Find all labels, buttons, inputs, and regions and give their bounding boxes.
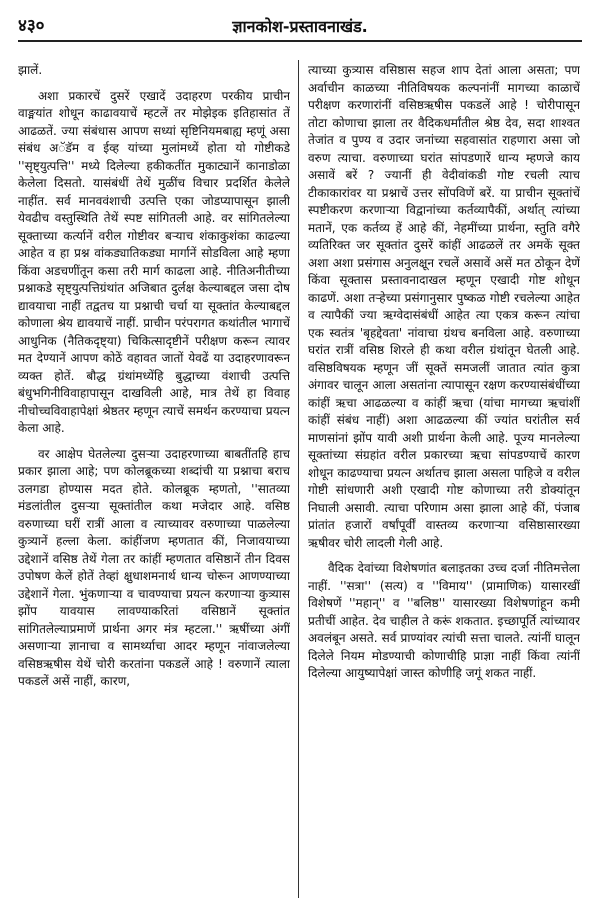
paragraph: झालें. xyxy=(18,63,43,77)
page-number: ४३० xyxy=(18,16,45,36)
column-divider xyxy=(298,60,299,898)
paragraph: वर आक्षेप घेतलेल्या दुसऱ्या उदाहरणाच्या बाबतींतहि हाच प्रकार झाला आहे; पण कोलब्रूकच्या शब्दांची या प्रश्नाचा बराच उलगडा होण्यास मदत होते. कोलब्रूक म्हणतो, ''सातव्या मंडलांतील दुसऱ्या सूक्तांतील कथा मजेदार आहे. वसिष्ठ वरुणाच्या घरीं रात्रीं आला व त्याच्यावर वरुणाच्या पाळलेल्या कुत्र्यानें हल्ला केला. कांहींजण म्हणतात कीं, निजावयाच्या उद्देशानें वसिष्ठ तेथें गेला तर कांहीं म्हणतात वसिष्ठानें तीन दिवस उपोषण केलें होतें तेव्हां क्षुधाशमनार्थ धान्य चोरून आणण्याच्या उद्देशानें गेला. भुंकणाऱ्या व चावण्याचा प्रयत्न करणाऱ्या कुत्र्यास झोंप यावयास लावण्याकरितां वसिष्ठानें सूक्तांत सांगितलेल्याप्रमाणें प्रार्थना अगर मंत्र म्हटला.'' ऋषींच्या अंगीं असणाऱ्या ज्ञानाचा व सामर्थ्याचा आदर म्हणून नांवाजलेल्या वसिष्ठऋषीस येथें चोरी करतांना पकडलें आहे ! वरुणानें त्याला पकडलें असें नाहीं, कारण, xyxy=(18,446,290,688)
paragraph: वैदिक देवांच्या विशेषणांत बलाइतका उच्च दर्जा नीतिमत्तेला नाहीं. ''सत्रा'' (सत्य) व ''विमाय'' (प्रामाणिक) यासारखीं विशेषणें ''महान्'' व ''बलिष्ठ'' यासारख्या विशेषणांहून कमी प्रतीचीं आहेत. देव चाहील ते करूं शकतात. इच्छापूर्ति त्यांच्यावर अवलंबून असते. सर्व प्राण्यांवर त्यांची सत्ता चालते. त्यांनीं घालून दिलेले नियम मोडण्याची कोणाचीहि प्राज्ञा नाहीं किंवा त्यांनीं दिलेल्या आयुष्यापेक्षां जास्त कोणीहि जगूं शकत नाहीं. xyxy=(308,561,580,680)
page-header xyxy=(18,10,582,42)
paragraph: अशा प्रकारचें दुसरें एखादें उदाहरण परकीय प्राचीन वाङ्मयांत शोधून काढावयाचें म्हटलें तर मोझेइक इतिहासांत तें आढळतें. ज्या संबंधास आपण सध्यां सृष्टिनियमबाह्य म्हणूं असा संबंध अॅडॅम व ईव्ह यांच्या मुलांमध्यें होता यो गोष्टीकडे ''सृष्ट्युत्पत्ति'' मध्ये दिलेल्या हकीकतींत मुकाट्यानें कानाडोळा केलेला दिसतो. यासंबंधीं तेथें मुळींच विचार प्रदर्शित केलेले नाहींत. सर्व मानववंशाची उत्पत्ति एका जोडप्यापासून झाली येवढीच वस्तुस्थिति तेथें स्पष्ट सांगितली आहे. वर सांगितलेल्या सूक्ताच्या कर्त्यानें वरील गोष्टीवर बऱ्याच शंकाकुशंका काढल्या आहेत व हा प्रश्न वांकड्यातिकड्या मार्गानें सोडविला आहे म्हणा किंवा अडचणींतून कसा तरी मार्ग काढला आहे. नीतिअनीतीच्या प्रश्नाकडे सृष्ट्युत्पत्तिग्रंथांत अजिबात दुर्लक्ष केल्याबद्दल जसा दोष द्यावयाचा नाहीं तद्वतच या प्रश्नाची चर्चा या सूक्तांत केल्याबद्दल कोणाला श्रेय द्यावयाचें नाहीं. प्राचीन परंपरागत कथांतील भागाचें आधुनिक (नैतिकदृष्ट्या) चिकित्सादृष्टीनें परीक्षण करून त्यावर मत देण्यानें आपण कोठें वहावत जातों येवढें या उदाहरणावरून व्यक्त होतें. बौद्ध ग्रंथांमध्येंहि बुद्धाच्या वंशाची उत्पत्ति बंधुभगिनीविवाहापासून दाखविली आहे, मात्र तेथें हा विवाह नीचोच्चविवाहापेक्षां श्रेष्ठतर म्हणून त्याचें समर्थन करण्याचा प्रयत्न केला आहे. xyxy=(18,88,290,435)
left-column xyxy=(18,62,290,898)
page-title: ज्ञानकोश-प्रस्तावनाखंड. xyxy=(232,17,368,36)
paragraph: त्याच्या कुत्र्यास वसिष्ठास सहज शाप देतां आला असता; पण अर्वाचीन काळच्या नीतिविषयक कल्पनांनीं मागच्या काळाचें परीक्षण करणारांनीं वसिष्ठऋषीस पकडलें आहे ! चोरीपासून तोटा कोणाचा झाला तर वैदिकधर्मांतील श्रेष्ठ देव, सदा शाश्वत तेजांत व पुण्य व उदार जनांच्या सहवासांत राहणारा असा जो वरुण त्याचा. वरुणाच्या घरांत सांपडणारें धान्य म्हणजे काय असावें बरें ? ज्यानीं ही वेदीवांकडी गोष्ट रचली त्याच टीकाकारांवर या प्रश्नाचें उत्तर सोंपविणें बरें. या प्राचीन सूक्तांचें स्पष्टीकरण करणाऱ्या विद्वानांच्या कर्तव्यापैकीं, अर्थात् त्यांच्या मतानें, एक कर्तव्य हें आहे कीं, नेहमींच्या प्रार्थना, स्तुति वगैरे व्यतिरिक्त जर सूक्तांत दुसरें कांहीं आढळलें तर अमकें सूक्त अशा अशा प्रसंगास अनुलक्षून रचलें असावें असें मत ठोकून देणें किंवा सूक्तास प्रस्तावनादाखल म्हणून एखादी गोष्ट शोधून काढणें. अशा तऱ्हेच्या प्रसंगानुसार पुष्कळ गोष्टी रचलेल्या आहेत व त्यापैकीं ज्या ऋग्वेदासंबंधीं आहेत त्या एकत्र करून त्यांचा एक स्वतंत्र 'बृहद्देवता' नांवाचा ग्रंथच बनविला आहे. वरुणाच्या घरांत रात्रीं वसिष्ठ शिरले ही कथा वरील ग्रंथांतून घेतली आहे. वसिष्ठविषयक म्हणून जीं सूक्तें समजलीं जातात त्यांत कुत्रा अंगावर चालून आला असतांना त्यापासून रक्षण करण्यासंबंधींच्या कांहीं ऋचा आढळल्या व कांहीं ऋचा (यांचा मागच्या ऋचांशीं कांहीं संबंध नाहीं) अशा आढळल्या कीं ज्यांत घरांतील सर्व माणसांनां झोंप यावी अशी प्रार्थना केली आहे. पूज्य मानलेल्या सूक्तांच्या संग्रहांत वरील प्रकारच्या ऋचा सांपडण्याचें कारण शोधून काढण्याचा प्रयत्न अर्थातच झाला असला पाहिजे व वरील गोष्टी सांधणारी अशी एखादी गोष्ट कोणाच्या तरी डोक्यांतून निघाली असावी. त्याचा परिणाम असा झाला आहे कीं, पंजाब प्रांतांत हजारों वर्षांपूर्वीं वास्तव्य करणाऱ्या वसिष्ठासारख्या ऋषीवर चोरी लादली गेली आहे. xyxy=(308,63,580,550)
right-column xyxy=(308,62,580,898)
